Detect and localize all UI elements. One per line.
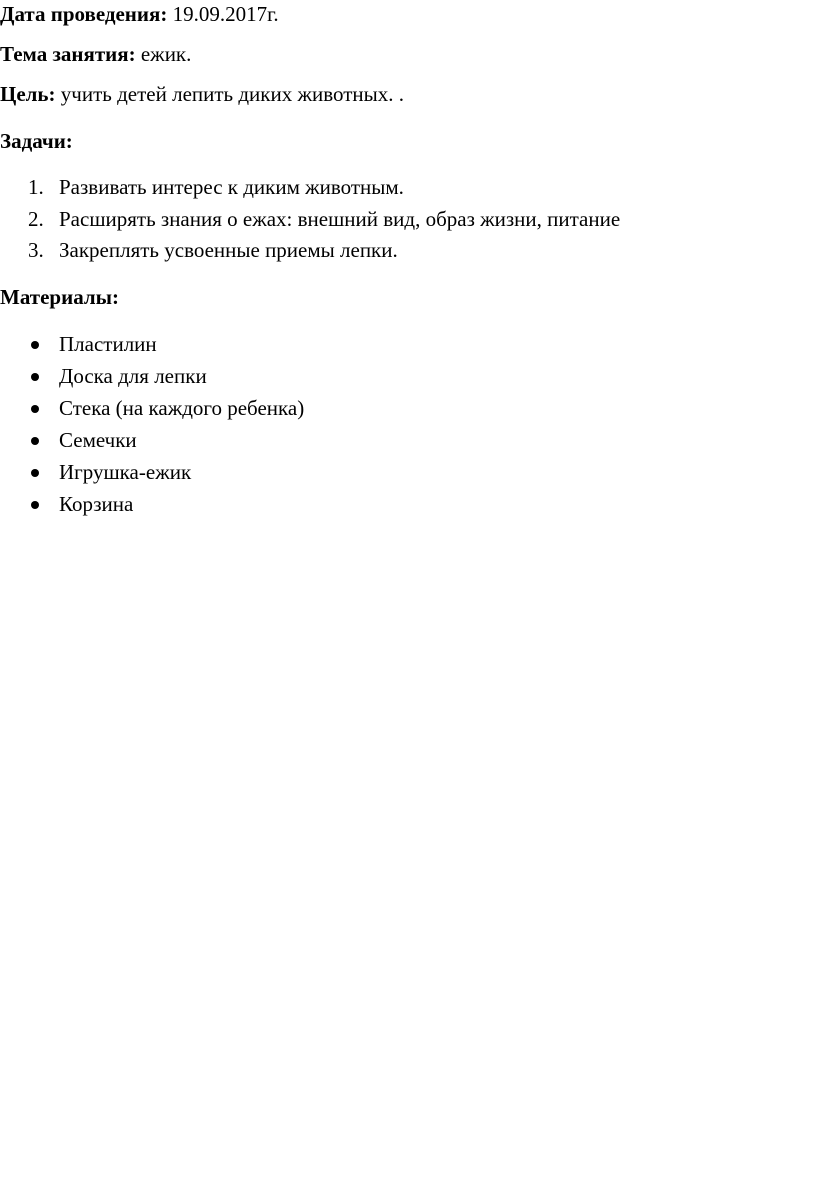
material-text: Стека (на каждого ребенка) bbox=[59, 396, 305, 420]
task-text: Развивать интерес к диким животным. bbox=[59, 175, 404, 199]
bullet-icon bbox=[31, 501, 39, 509]
task-text: Расширять знания о ежах: внешний вид, образ жизни, питание bbox=[59, 207, 621, 231]
material-text: Корзина bbox=[59, 492, 134, 516]
bullet-icon bbox=[31, 341, 39, 349]
date-line bbox=[0, 1, 279, 27]
date-value: 19.09.2017г. bbox=[167, 2, 279, 26]
task-number: 1. bbox=[28, 175, 44, 199]
bullet-icon bbox=[31, 469, 39, 477]
topic-label: Тема занятия: bbox=[0, 42, 136, 66]
goal-line bbox=[0, 81, 404, 107]
tasks-heading: Задачи: bbox=[0, 129, 73, 153]
material-text: Доска для лепки bbox=[59, 364, 207, 388]
goal-value: учить детей лепить диких животных. . bbox=[55, 82, 405, 106]
task-number: 2. bbox=[28, 207, 44, 231]
bullet-icon bbox=[31, 437, 39, 445]
task-text: Закреплять усвоенные приемы лепки. bbox=[59, 238, 398, 262]
material-text: Семечки bbox=[59, 428, 137, 452]
bullet-icon bbox=[31, 373, 39, 381]
task-number: 3. bbox=[28, 238, 44, 262]
material-text: Пластилин bbox=[59, 332, 157, 356]
date-label: Дата проведения: bbox=[0, 2, 168, 26]
materials-heading: Материалы: bbox=[0, 285, 120, 309]
topic-value: ежик. bbox=[135, 42, 192, 66]
bullet-icon bbox=[31, 405, 39, 413]
topic-line bbox=[0, 41, 191, 67]
material-text: Игрушка-ежик bbox=[59, 460, 192, 484]
goal-label: Цель: bbox=[0, 82, 56, 106]
